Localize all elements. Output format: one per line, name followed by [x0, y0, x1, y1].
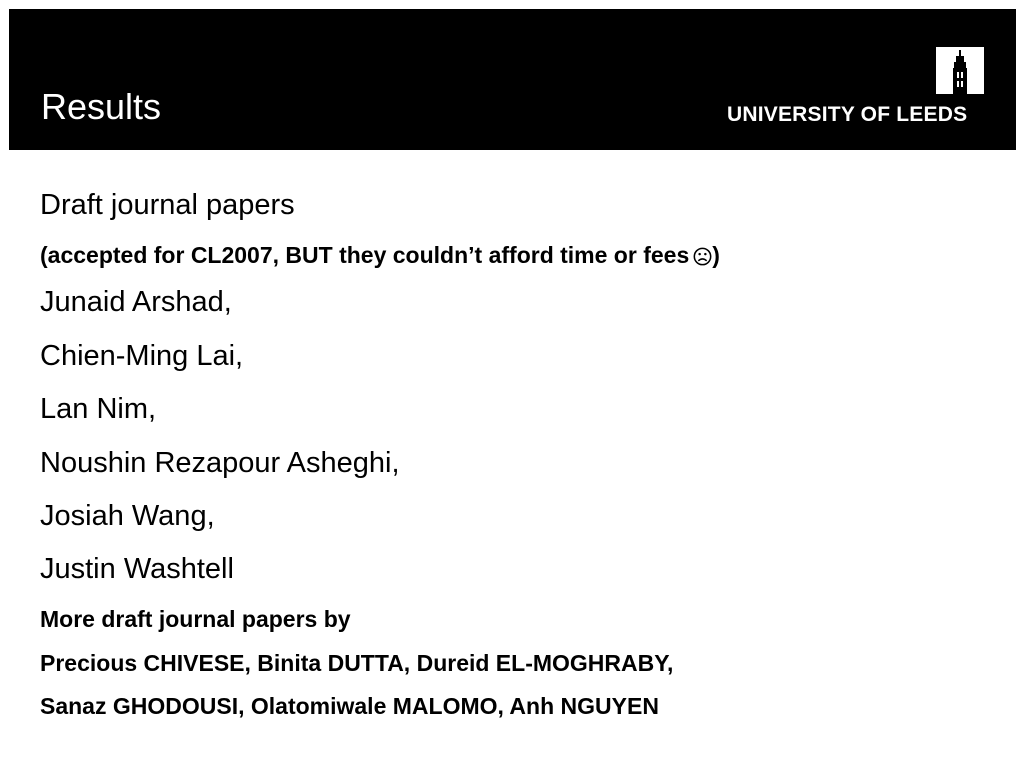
author-item: Josiah Wang, [40, 500, 215, 532]
title-bar [9, 9, 1016, 150]
section-heading: Draft journal papers [40, 189, 295, 221]
author-item: Justin Washtell [40, 553, 234, 585]
tower-icon [936, 47, 984, 94]
university-logo-text: UNIVERSITY OF LEEDS [727, 103, 968, 126]
acceptance-note [40, 241, 720, 269]
slide-title: Results [41, 86, 162, 127]
more-authors-line: Precious CHIVESE, Binita DUTTA, Dureid EL-MOGHRABY, [40, 650, 674, 676]
more-authors-line: Sanaz GHODOUSI, Olatomiwale MALOMO, Anh NGUYEN [40, 693, 659, 719]
author-item: Lan Nim, [40, 393, 157, 425]
author-item: Junaid Arshad, [40, 286, 232, 318]
frown-icon [693, 247, 712, 266]
author-item: Noushin Rezapour Asheghi, [40, 447, 400, 479]
author-item: Chien-Ming Lai, [40, 340, 244, 372]
acceptance-note-close: ) [712, 242, 720, 268]
acceptance-note-text: (accepted for CL2007, BUT they couldn’t afford time or fees [40, 242, 690, 268]
more-papers-heading: More draft journal papers by [40, 606, 351, 632]
